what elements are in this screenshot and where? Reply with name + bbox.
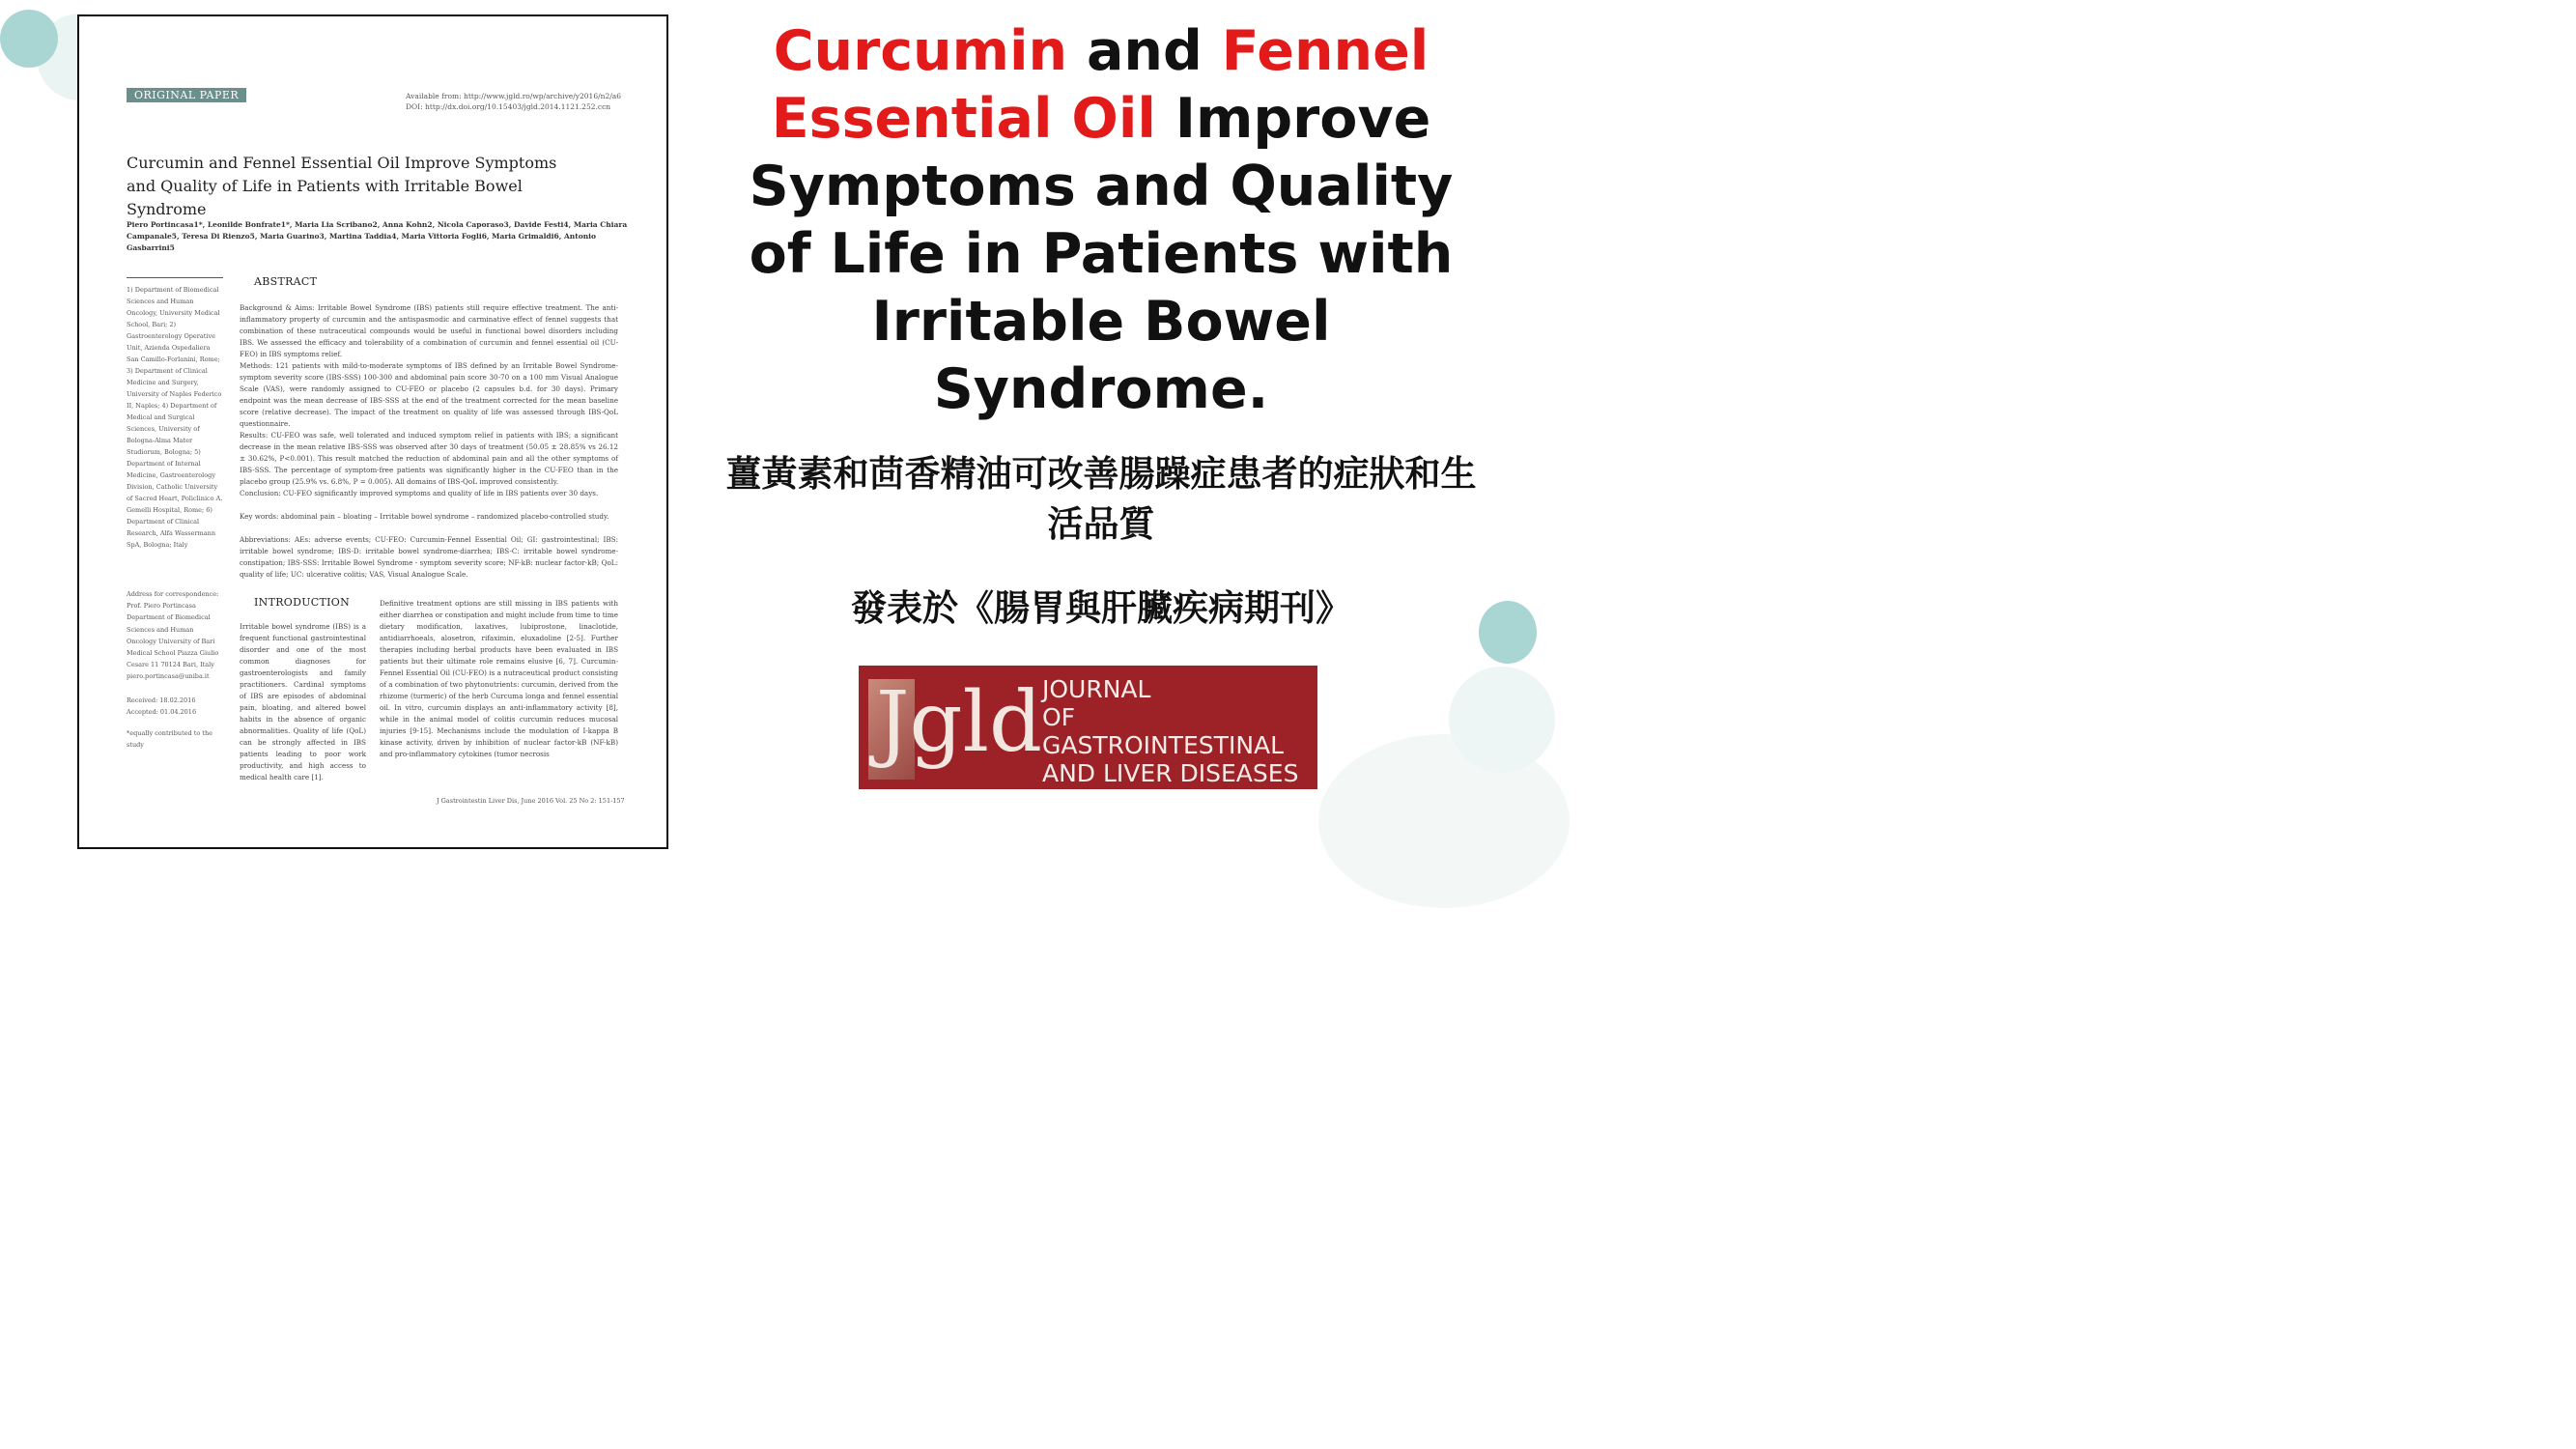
abstract-heading: ABSTRACT (254, 275, 318, 288)
abstract-conclusion: Conclusion: CU-FEO significantly improved symptoms and quality of life in IBS patients over 30 days. (240, 489, 599, 497)
paper-correspondence-block (127, 588, 223, 751)
paper-accepted: Accepted: 01.04.2016 (127, 707, 197, 716)
logo-journal-name (1042, 675, 1298, 787)
decor-circle-light-right (1449, 667, 1555, 773)
chinese-published-in: 發表於《腸胃與肝臟疾病期刊》 (851, 587, 1351, 629)
paper-available-url: Available from: http://www.jgld.ro/wp/archive/y2016/n2/a6 (406, 92, 622, 100)
paper-title: Curcumin and Fennel Essential Oil Improve Symptoms and Quality of Life in Patients with Irritable Bowel Syndrome (127, 154, 557, 218)
abstract-methods: Methods: 121 patients with mild-to-moderate symptoms of IBS defined by an Irritable Bowel Syndrome-symptom severity score (IBS-SSS) 100-300 and abdominal pain score 30-70 on a 100 mm Visual Analogue Scale (VAS), were randomly assigned to CU-FEO or placebo (2 capsules b.d. for 30 days). Primary endpoint was the mean decrease of IBS-SSS at the end of the treatment corrected for the mean baseline score (relative decrease). The impact of the treatment on quality of life was assessed through IBS-QoL questionnaire. (240, 361, 618, 428)
paper-abbreviations: Abbreviations: AEs: adverse events; CU-FEO: Curcumin-Fennel Essential Oil; GI: gastrointestinal; IBS: irritable bowel syndrome; IBS-D: irritable bowel syndrome-diarrhea; IBS-C: irritable bowel syndrome-constipation; IBS-SSS: Irritable Bowel Syndrome - symptom severity score; NF-kB: nuclear factor-kB; QoL: quality of life; UC: ulcerative colitis; VAS, Visual Analogue Scale. (240, 535, 618, 579)
introduction-heading: INTRODUCTION (254, 596, 351, 609)
slide-title (715, 17, 1487, 423)
title-part-curcumin: Curcumin (773, 19, 1068, 83)
title-part-rest: Improve Symptoms and Quality of Life in Patients with Irritable Bowel Syndrome. (749, 87, 1454, 421)
paper-citation: J Gastrointestin Liver Dis, June 2016 Vol. 25 No 2: 151-157 (437, 797, 625, 805)
logo-line-2: OF (1042, 703, 1076, 731)
title-part-fennel: Fennel Essential Oil (771, 19, 1430, 151)
paper-availability (406, 91, 621, 112)
journal-logo (859, 666, 1317, 789)
logo-line-3: GASTROINTESTINAL (1042, 731, 1285, 759)
paper-correspondence: Address for correspondence: Prof. Piero Portincasa Department of Biomedical Sciences and Human Oncology University of Bari Medical School Piazza Giulio Cesare 11 70124 Bari, Italy piero.portincasa@uniba.it (127, 590, 219, 681)
logo-mark: Jgld (876, 674, 1043, 771)
abstract-results: Results: CU-FEO was safe, well tolerated and induced symptom relief in patients with IBS; a significant decrease in the mean relative IBS-SSS was observed after 30 days of treatment (50.05 ± 28.85% vs 26.12 ± 30.62%, P<0.001). This result matched the reduction of abdominal pain and all the other symptoms of IBS-SSS. The percentage of symptom-free patients was significantly higher in the CU-FEO than in the placebo group (25.9% vs. 6.8%, P = 0.005). All domains of IBS-QoL improved consistently. (240, 431, 618, 486)
decor-circle-teal (0, 10, 58, 68)
paper-doi: DOI: http://dx.doi.org/10.15403/jgld.2014.1121.252.ccn (406, 102, 611, 111)
paper-first-page (77, 14, 668, 849)
abstract-background: Background & Aims: Irritable Bowel Syndrome (IBS) patients still require effective treatment. The anti-inflammatory property of curcumin and the antispasmodic and carminative effect of fennel suggests that combination of these nutraceutical compounds would be useful in functional bowel disorders including IBS. We assessed the efficacy and tolerability of a combination of curcumin and fennel essential oil (CU-FEO) in IBS symptoms relief. (240, 303, 618, 358)
paper-affiliations: 1) Department of Biomedical Sciences and Human Oncology, University Medical School, Bari; 2) Gastroenterology Operative Unit, Azienda Ospedaliera San Camillo-Forlanini, Rome; 3) Department of Clinical Medicine and Surgery, University of Naples Federico II, Naples; 4) Department of Medical and Surgical Sciences, University of Bologna-Alma Mater Studiorum, Bologna; 5) Department of Internal Medicine, Gastroenterology Division, Catholic University of Sacred Heart, Policlinico A. Gemelli Hospital, Rome; 6) Department of Clinical Research, Alfa Wassermann SpA, Bologna; Italy (127, 277, 223, 551)
paper-received: Received: 18.02.2016 (127, 696, 196, 704)
logo-line-1: JOURNAL (1042, 675, 1151, 703)
intro-column-1: Irritable bowel syndrome (IBS) is a frequent functional gastrointestinal disorder and one of the most common diagnoses for gastroenterologists and family practitioners. Cardinal symptoms of IBS are episodes of abdominal pain, bloating, and altered bowel habits in the absence of organic abnormalities. Quality of life (QoL) can be strongly affected in IBS patients leading to poor work productivity, and high access to medical health care [1]. (240, 622, 366, 781)
decor-circle-teal-right (1479, 601, 1537, 664)
title-part-and: and (1067, 19, 1222, 83)
paper-keywords: Key words: abdominal pain – bloating – Irritable bowel syndrome – randomized placebo-controlled study. (240, 512, 609, 521)
intro-column-2: Definitive treatment options are still missing in IBS patients with either diarrhea or constipation and might include from time to time dietary modification, laxatives, lubiprostone, linaclotide, antidiarrhoeals, alosetron, rifaximin, eluxadoline [2-5]. Further therapies including herbal products have been evaluated in IBS patients but their ultimate role remains elusive [6, 7]. Curcumin-Fennel Essential Oil (CU-FEO) is a nutraceutical product consisting of a combination of two phytonutrients: curcumin, derived from the rhizome (turmeric) of the herb Curcuma longa and fennel essential oil. In vitro, curcumin displays an anti-inflammatory activity [8], while in the animal model of colitis curcumin reduces mucosal injuries [9-15]. Mechanisms include the modulation of I-kappa B kinase activity, driven by inhibition of nuclear factor-kB (NF-kB) and pro-inflammatory cytokines (tumor necrosis (380, 599, 618, 758)
paper-type-tag: ORIGINAL PAPER (127, 88, 246, 102)
logo-line-4: AND LIVER DISEASES (1042, 759, 1299, 787)
paper-authors: Piero Portincasa1*, Leonilde Bonfrate1*, Maria Lia Scribano2, Anna Kohn2, Nicola Caporaso3, Davide Festi4, Maria Chiara Campanale5, Teresa Di Rienzo5, Maria Guarino3, Martina Taddia4, Maria Vittoria Fogli6, Maria Grimaldi6, Antonio Gasbarrini5 (127, 220, 628, 252)
paper-equal-note: *equally contributed to the study (127, 729, 213, 750)
chinese-title: 薑黃素和茴香精油可改善腸躁症患者的症狀和生活品質 (725, 453, 1477, 545)
paper-abstract (240, 302, 618, 592)
